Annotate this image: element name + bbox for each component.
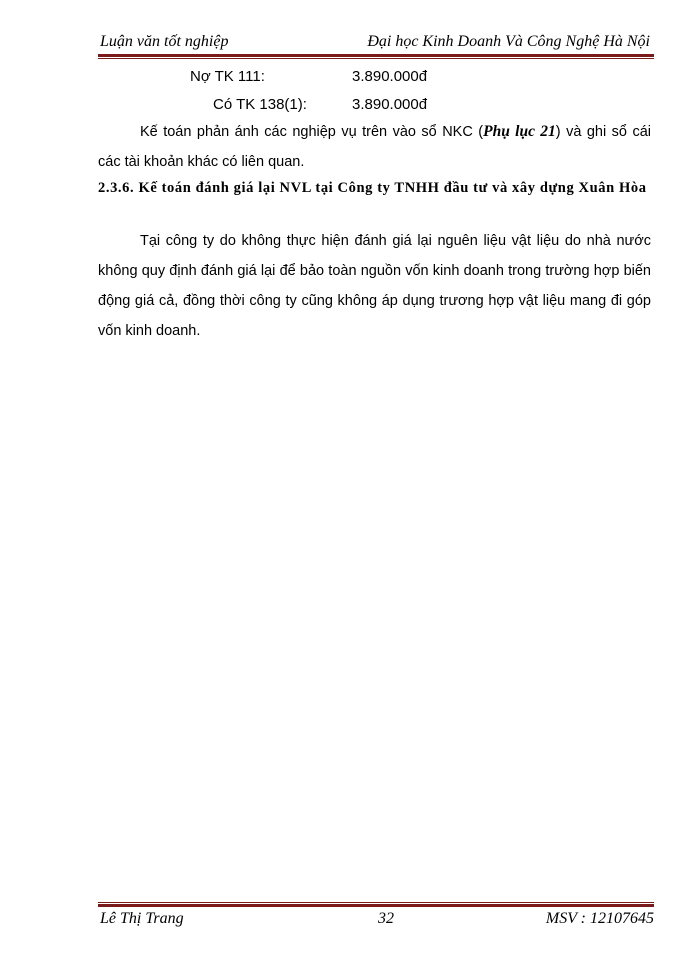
entry-credit-account: Có TK 138(1): xyxy=(213,96,307,113)
paragraph-revaluation xyxy=(98,226,651,346)
appendix-reference: Phụ lục 21 xyxy=(483,123,556,140)
page-number: 32 xyxy=(378,910,394,927)
page-footer xyxy=(98,910,654,932)
header-university-name: Đại học Kinh Doanh Và Công Nghệ Hà Nội xyxy=(367,33,650,50)
footer-divider xyxy=(98,902,654,907)
section-heading: 2.3.6. Kế toán đánh giá lại NVL tại Công ty TNHH đầu tư và xây dựng Xuân Hòa xyxy=(98,180,647,196)
footer-student-id: MSV : 12107645 xyxy=(545,910,654,927)
paragraph-posting-text-end: ) và ghi sổ cái các tài khoản khác có liên quan. xyxy=(98,124,652,170)
footer-author: Lê Thị Trang xyxy=(100,910,184,927)
entry-credit-amount: 3.890.000đ xyxy=(352,96,428,113)
header-thesis-label: Luận văn tốt nghiệp xyxy=(100,33,229,50)
entry-debit-amount: 3.890.000đ xyxy=(352,68,428,85)
paragraph-posting xyxy=(98,117,651,177)
entry-debit-account: Nợ TK 111: xyxy=(190,68,265,85)
paragraph-revaluation-text: Tại công ty do không thực hiện đánh giá lại nguên liệu vật liệu do nhà nước không quy định đánh giá lại để bảo toàn nguồn vốn kinh doanh trong trường hợp biến động giá cả, đồng thời công ty cũng không áp dụng trương hợp vật liệu mang đi góp vốn kinh doanh. xyxy=(98,233,651,339)
page-header xyxy=(98,33,654,55)
header-divider xyxy=(98,54,654,59)
paragraph-posting-text-start: Kế toán phản ánh các nghiệp vụ trên vào sổ NKC ( xyxy=(140,124,484,140)
